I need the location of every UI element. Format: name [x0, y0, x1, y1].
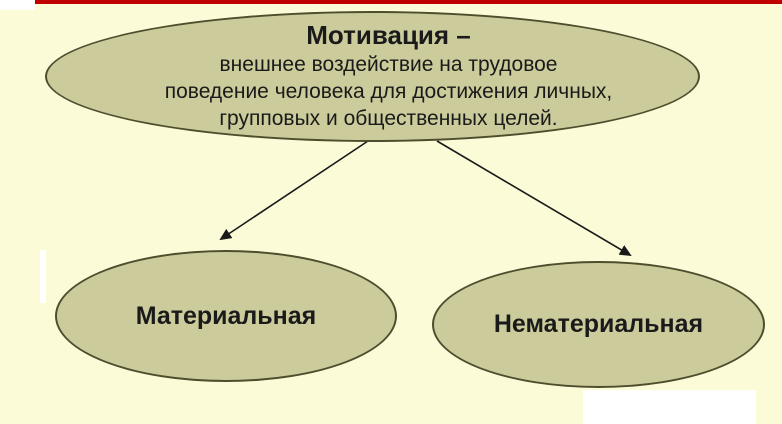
- white-patch-bottom-right: [583, 390, 756, 424]
- child-ellipse-nonmaterial: [432, 261, 765, 388]
- nonmaterial-label: Нематериальная: [493, 310, 704, 338]
- root-definition-line-2: поведение человека для достижения личных,: [164, 80, 613, 103]
- root-title: Мотивация –: [306, 20, 471, 50]
- root-definition-line-3: групповых и общественных целей.: [219, 107, 558, 130]
- child-ellipse-material: [55, 250, 397, 382]
- material-label: Материальная: [135, 301, 317, 330]
- root-definition-line-1: внешнее воздействие на трудовое: [219, 53, 558, 76]
- root-ellipse-motivation: [45, 11, 700, 142]
- root-ellipse-text: [165, 21, 613, 132]
- top-red-border: [35, 0, 782, 4]
- white-strip-left-edge: [40, 250, 46, 303]
- white-notch-top-left: [0, 0, 35, 10]
